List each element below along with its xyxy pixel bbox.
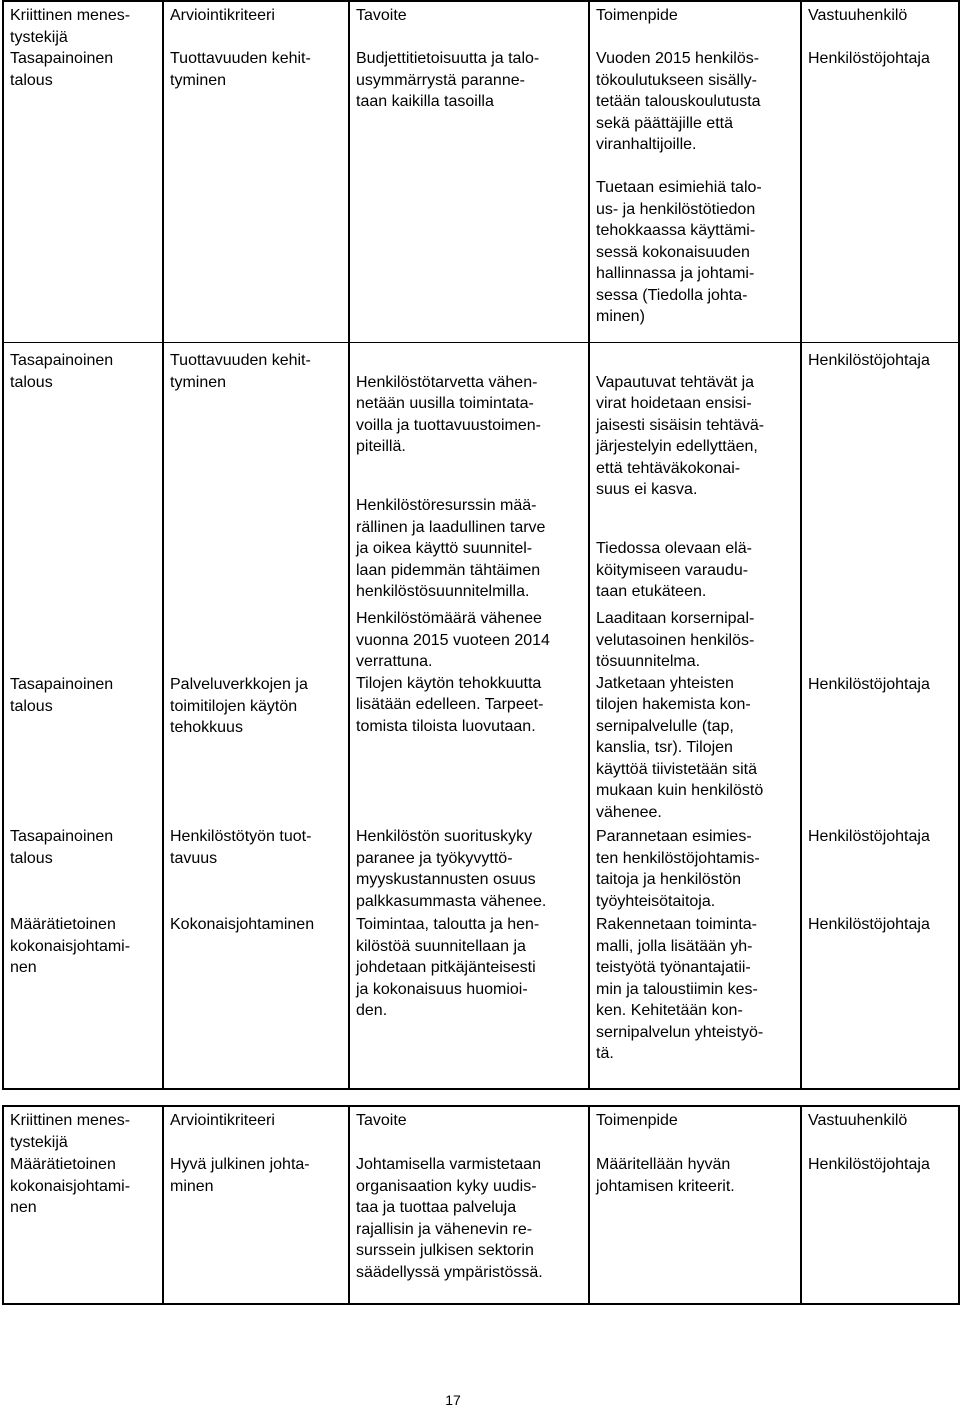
row-criterion: Hyvä julkinen johta- minen — [170, 1156, 310, 1195]
row-goal: Henkilöstön suorituskyky paranee ja työkyvyttö- myyskustannusten osuus palkkasummasta vähenee. — [356, 828, 547, 910]
row-critical-factor: Tasapainoinen talous — [10, 352, 114, 391]
row-critical-factor: Tasapainoinen talous — [10, 676, 114, 715]
row-goal — [356, 350, 588, 624]
row-action: Parannetaan esimies- ten henkilöstöjohtamis- taitoja ja henkilöstön työyhteisötaitoja. — [596, 828, 760, 910]
row-responsible: Henkilöstöjohtaja — [808, 828, 930, 845]
row-action: Laaditaan korsernipal- velutasoinen henkilös- tösuunnitelma. Jatketaan yhteisten tilojen hakemista kon- sernipalvelulle (tap, kanslia, tsr). Tilojen käyttöä tiivistetään sitä mukaan kuin henkilöstö vähenee. — [596, 610, 764, 821]
row-criterion: Palveluverkkojen ja toimitilojen käytön tehokkuus — [170, 676, 308, 736]
table-1 — [2, 0, 960, 1090]
row-action — [596, 350, 796, 624]
row-critical-factor: Määrätietoinen kokonaisjohtami- nen — [10, 916, 131, 976]
header-goal: Tavoite — [356, 7, 407, 24]
row-action: Rakennetaan toiminta- malli, jolla lisätään yh- teistyötä työnantajatii- min ja taloustiimin kes- ken. Kehitetään kon- sernipalvelun yhteistyö- tä. — [596, 916, 764, 1062]
row-goal: Henkilöstömäärä vähenee vuonna 2015 vuoteen 2014 verrattuna. Tilojen käytön tehokkuutta lisätään edelleen. Tarpeet- tomista tiloista luovutaan. — [356, 610, 550, 735]
row-critical-factor: Tasapainoinen talous — [10, 828, 114, 867]
header-action: Toimenpide — [596, 7, 678, 24]
row-criterion: Tuottavuuden kehit- tyminen — [170, 352, 311, 391]
row-criterion: Kokonaisjohtaminen — [170, 916, 315, 933]
row-goal: Toimintaa, taloutta ja hen- kilöstöä suunnitellaan ja johdetaan pitkäjänteisesti ja kokonaisuus huomioi- den. — [356, 916, 540, 1019]
row-responsible: Henkilöstöjohtaja — [808, 352, 930, 369]
row-responsible: Henkilöstöjohtaja — [808, 916, 930, 933]
goal-paragraph: Henkilöstötarvetta vähen- netään uusilla toimintata- voilla ja tuottavuustoimen- piteillä. — [356, 373, 541, 455]
header-goal: Tavoite — [356, 1112, 407, 1129]
header-critical-success-factor: Kriittinen menes- tystekijä — [10, 1112, 131, 1151]
action-paragraph: Tiedossa olevaan elä- köitymiseen varaudu- taan etukäteen. — [596, 540, 752, 600]
row-action: Määritellään hyvän johtamisen kriteerit. — [596, 1156, 735, 1195]
row-action-secondary: Tuetaan esimiehiä talo- us- ja henkilöstötiedon tehokkaassa käyttämi- sessä kokonaisuuden hallinnassa ja johtami- sessa (Tiedolla johta- minen) — [596, 179, 762, 325]
header-evaluation-criterion: Arviointikriteeri — [170, 7, 275, 24]
row-goal: Johtamisella varmistetaan organisaation kyky uudis- taa ja tuottaa palveluja rajallisin ja vähenevin re- surssein julkisen sektorin säädellyssä ympäristössä. — [356, 1156, 543, 1281]
header-evaluation-criterion: Arviointikriteeri — [170, 1112, 275, 1129]
row-criterion: Tuottavuuden kehit- tyminen — [170, 50, 311, 89]
header-critical-success-factor: Kriittinen menes- tystekijä — [10, 7, 131, 46]
row-responsible: Henkilöstöjohtaja — [808, 676, 930, 693]
row-goal: Budjettitietoisuutta ja talo- usymmärrystä paranne- taan kaikilla tasoilla — [356, 50, 540, 110]
row-responsible: Henkilöstöjohtaja — [808, 1156, 930, 1173]
goal-paragraph: Henkilöstöresurssin mää- rällinen ja laadullinen tarve ja oikea käyttö suunnitel- laan pidemmän tähtäimen henkilöstösuunnitelmilla. — [356, 497, 546, 600]
row-responsible: Henkilöstöjohtaja — [808, 50, 930, 67]
header-responsible-person: Vastuuhenkilö — [808, 1112, 908, 1129]
row-critical-factor: Tasapainoinen talous — [10, 50, 114, 89]
action-paragraph: Vapautuvat tehtävät ja virat hoidetaan ensisi- jaisesti sisäisin tehtävä- järjestelyin edellyttäen, että tehtäväkokonai- suus ei kasva. — [596, 373, 765, 498]
table-2 — [2, 1105, 960, 1305]
row-criterion: Henkilöstötyön tuot- tavuus — [170, 828, 312, 867]
row-action: Vuoden 2015 henkilös- tökoulutukseen sisälly- tetään talouskoulutusta sekä päättäjille että viranhaltijoille. — [596, 50, 761, 153]
header-responsible-person: Vastuuhenkilö — [808, 7, 908, 24]
row-critical-factor: Määrätietoinen kokonaisjohtami- nen — [10, 1156, 131, 1216]
page-number: 17 — [445, 1392, 461, 1408]
header-action: Toimenpide — [596, 1112, 678, 1129]
